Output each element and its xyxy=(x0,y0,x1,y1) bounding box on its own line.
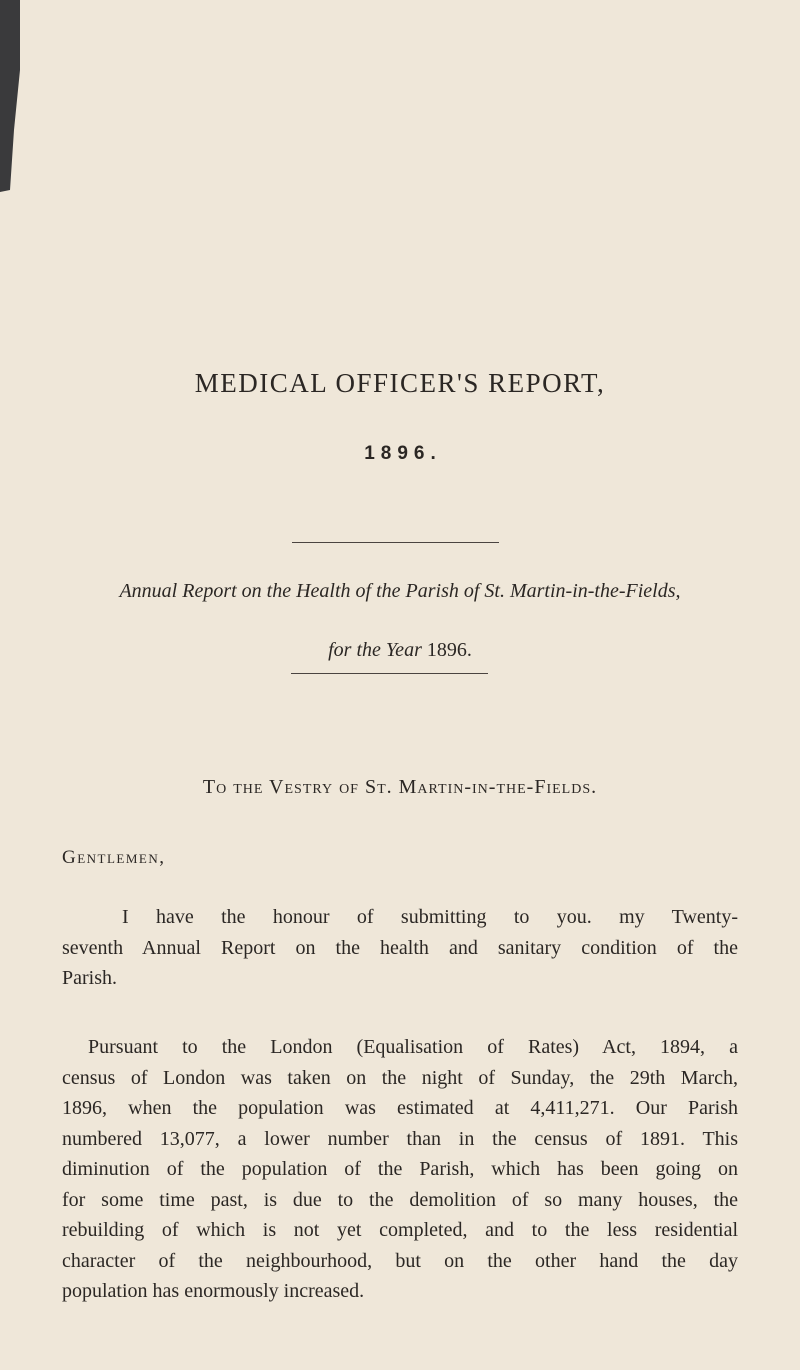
subtitle-line-1 xyxy=(0,578,800,604)
report-title: MEDICAL OFFICER'S REPORT, xyxy=(194,368,606,398)
paragraph-line: seventh Annual Report on the health and sanitary condition of the xyxy=(62,936,738,959)
paragraph-line: census of London was taken on the night of Sunday, the 29th March, xyxy=(62,1066,738,1089)
subtitle-line-1-text: Annual Report on the Health of the Parish of St. Martin-in-the-Fields, xyxy=(119,580,681,602)
binding-edge-shape xyxy=(0,0,40,200)
paragraph-line: population has enormously increased. xyxy=(62,1280,365,1302)
paragraph-1 xyxy=(62,902,738,994)
address-line: To the Vestry of St. Martin-in-the-Fields. xyxy=(202,776,598,798)
paragraph-line: Pursuant to the London (Equalisation of Rates) Act, 1894, a xyxy=(88,1036,738,1058)
paragraph-2 xyxy=(62,1032,738,1307)
paragraph-line: I have the honour of submitting to you. my Twenty- xyxy=(122,906,738,928)
paragraph-line: rebuilding of which is not yet completed, and to the less residential xyxy=(62,1219,738,1241)
paragraph-line: character of the neighbourhood, but on the other hand the day xyxy=(62,1249,738,1272)
subtitle-line-2-text: for the Year xyxy=(328,639,422,661)
paragraph-line: for some time past, is due to the demolition of so many houses, the xyxy=(62,1188,738,1211)
paragraph-line: numbered 13,077, a lower number than in the census of 1891. This xyxy=(62,1127,738,1150)
subtitle-line-2 xyxy=(0,637,800,663)
paragraph-line: diminution of the population of the Parish, which has been going on xyxy=(62,1158,738,1180)
paragraph-line: Parish. xyxy=(62,967,117,989)
paragraph-line: 1896, when the population was estimated at 4,411,271. Our Parish xyxy=(62,1097,738,1119)
divider-rule xyxy=(291,673,488,674)
subtitle-year: 1896. xyxy=(426,639,472,661)
report-year: 1896. xyxy=(364,443,442,464)
divider-rule xyxy=(292,542,499,543)
salutation: Gentlemen, xyxy=(62,847,166,868)
